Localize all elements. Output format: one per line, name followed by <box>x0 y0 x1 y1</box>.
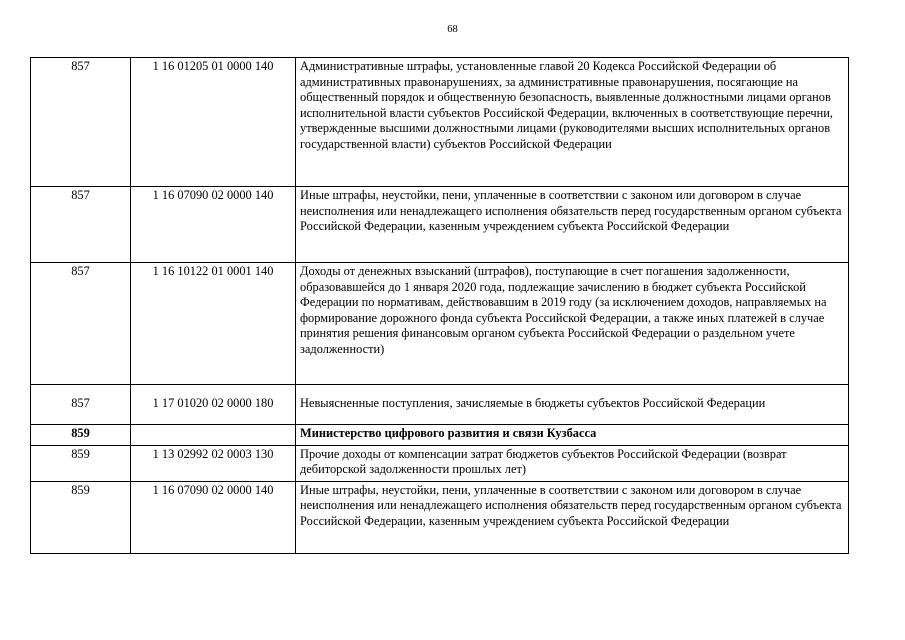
table-row <box>31 187 849 263</box>
section-title-cell: Министерство цифрового развития и связи Кузбасса <box>296 425 849 446</box>
revenue-name-cell: Иные штрафы, неустойки, пени, уплаченные в соответствии с законом или договором в случае неисполнения или ненадлежащего исполнения обязательств перед государственным органом субъекта Российской Федерации, казенным учреждением субъекта Российской Федерации <box>296 187 849 263</box>
admin-code-cell: 857 <box>31 263 131 385</box>
revenue-name-cell: Административные штрафы, установленные главой 20 Кодекса Российской Федерации об административных правонарушениях, за административные правонарушения, посягающие на общественный порядок и общественную безопасность, выявленные должностными лицами органов исполнительной власти субъектов Российской Федерации, включенных в соответствующие перечни, утвержденные высшими должностными лицами (руководителями высших исполнительных органов государственной власти) субъектов Российской Федерации <box>296 58 849 187</box>
revenue-code-cell: 1 17 01020 02 0000 180 <box>131 385 296 425</box>
revenue-code-cell: 1 16 07090 02 0000 140 <box>131 481 296 553</box>
admin-code-cell: 859 <box>31 445 131 481</box>
revenue-code-cell: 1 13 02992 02 0003 130 <box>131 445 296 481</box>
table-row <box>31 58 849 187</box>
table-row <box>31 445 849 481</box>
table-row-section-header <box>31 425 849 446</box>
admin-code-cell: 857 <box>31 58 131 187</box>
revenue-name-cell: Прочие доходы от компенсации затрат бюджетов субъектов Российской Федерации (возврат дебиторской задолженности прошлых лет) <box>296 445 849 481</box>
revenue-code-cell <box>131 425 296 446</box>
revenue-code-cell: 1 16 01205 01 0000 140 <box>131 58 296 187</box>
table-row <box>31 481 849 553</box>
page-number: 68 <box>447 24 458 35</box>
admin-code-cell: 857 <box>31 385 131 425</box>
table-row <box>31 263 849 385</box>
revenue-name-cell: Иные штрафы, неустойки, пени, уплаченные в соответствии с законом или договором в случае неисполнения или ненадлежащего исполнения обязательств перед государственным органом субъекта Российской Федерации, казенным учреждением субъекта Российской Федерации <box>296 481 849 553</box>
table-row <box>31 385 849 425</box>
revenue-code-cell: 1 16 07090 02 0000 140 <box>131 187 296 263</box>
revenue-code-cell: 1 16 10122 01 0001 140 <box>131 263 296 385</box>
admin-code-cell: 859 <box>31 481 131 553</box>
budget-revenue-table <box>30 57 849 554</box>
revenue-name-cell: Невыясненные поступления, зачисляемые в бюджеты субъектов Российской Федерации <box>296 385 849 425</box>
admin-code-cell: 857 <box>31 187 131 263</box>
revenue-name-cell: Доходы от денежных взысканий (штрафов), поступающие в счет погашения задолженности, образовавшейся до 1 января 2020 года, подлежащие зачислению в бюджет субъекта Российской Федерации по нормативам, действовавшим в 2019 году (за исключением доходов, направляемых на формирование дорожного фонда субъекта Российской Федерации, а также иных платежей в случае принятия решения финансовым органом субъекта Российской Федерации о раздельном учете задолженности) <box>296 263 849 385</box>
admin-code-cell: 859 <box>31 425 131 446</box>
